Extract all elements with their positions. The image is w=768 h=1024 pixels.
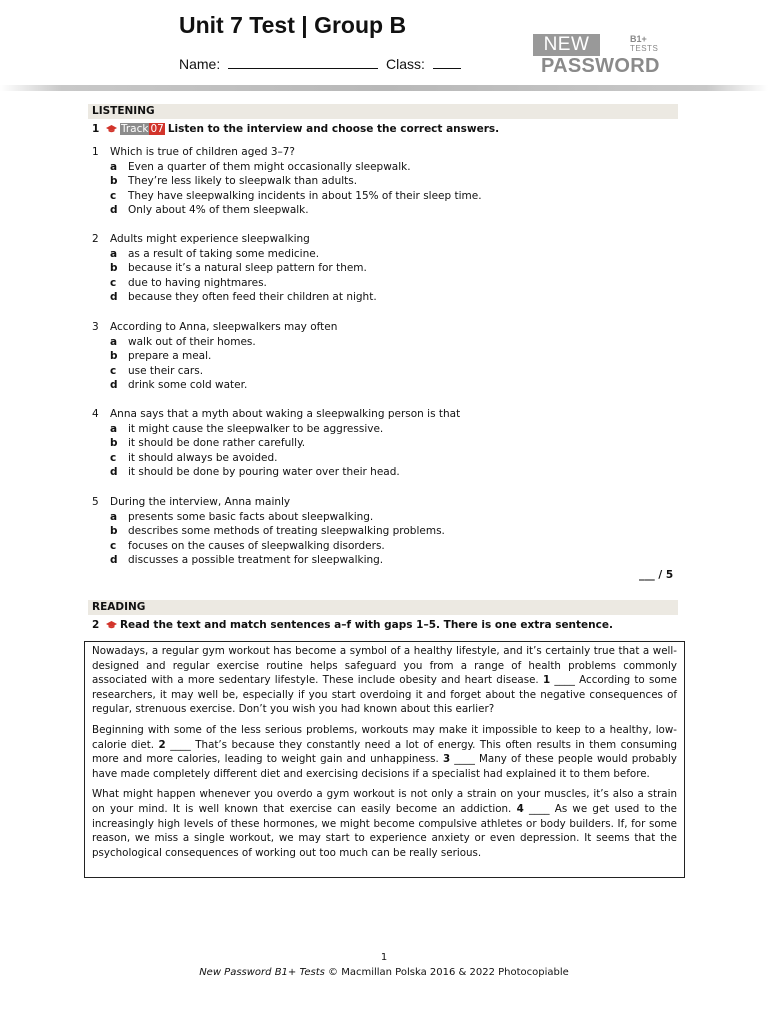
option-text: discusses a possible treatment for sleepwalking.	[128, 554, 384, 567]
option-text: focuses on the causes of sleepwalking disorders.	[128, 539, 385, 552]
hat-icon	[106, 621, 117, 629]
question-stem: According to Anna, sleepwalkers may often	[110, 321, 338, 333]
answer-option[interactable]	[110, 160, 411, 175]
option-text: as a result of taking some medicine.	[128, 247, 320, 260]
option-letter: b	[110, 525, 118, 538]
question-number: 3	[92, 321, 99, 333]
listening-instruction	[92, 123, 499, 135]
audio-hat-icon	[106, 125, 117, 133]
option-letter: b	[110, 262, 118, 275]
answer-option[interactable]	[110, 276, 267, 291]
option-letter: c	[110, 451, 117, 464]
option-text: because it’s a natural sleep pattern for them.	[128, 262, 367, 275]
gap-blank[interactable]: ____	[528, 802, 550, 815]
question-stem: Which is true of children aged 3–7?	[110, 146, 296, 158]
option-text: walk out of their homes.	[128, 335, 256, 348]
option-text: use their cars.	[128, 364, 204, 377]
option-letter: b	[110, 350, 118, 363]
answer-option[interactable]	[110, 335, 256, 350]
listening-section-header: LISTENING	[88, 104, 678, 119]
answer-option[interactable]	[110, 510, 373, 525]
track-number: 07	[150, 123, 164, 135]
option-letter: c	[110, 276, 117, 289]
reading-section-header: READING	[88, 600, 678, 615]
paragraph-text: What might happen whenever you overdo a gym workout is not only a strain on your muscles, it’s also a strain on your mind. It is well known that exercise can easily become an addiction.	[92, 788, 677, 815]
name-blank	[228, 57, 378, 69]
answer-option[interactable]	[110, 451, 277, 466]
option-text: it might cause the sleepwalker to be aggressive.	[128, 422, 384, 435]
reading-paragraph	[92, 644, 677, 717]
option-letter: a	[110, 510, 118, 523]
option-text: Only about 4% of them sleepwalk.	[128, 204, 309, 217]
paragraph-text: Many of these people would probably have made completely different diet and exercising decisions if a specialist had explained it to them before.	[92, 753, 677, 780]
answer-option[interactable]	[110, 524, 445, 539]
gap-number: 1	[542, 674, 551, 687]
answer-option[interactable]	[110, 203, 309, 218]
answer-option[interactable]	[110, 364, 203, 379]
option-letter: a	[110, 422, 118, 435]
option-letter: d	[110, 291, 118, 304]
option-letter: a	[110, 160, 118, 173]
page-title: Unit 7 Test | Group B	[179, 12, 407, 38]
option-letter: c	[110, 189, 117, 202]
question-number: 5	[92, 496, 99, 508]
logo-password: PASSWORD	[541, 55, 660, 77]
paragraph-text: Beginning with some of the less serious problems, workouts may make it impossible to keep to a healthy, low-calorie diet.	[92, 723, 677, 751]
question-stem: Adults might experience sleepwalking	[110, 233, 310, 245]
option-letter: d	[110, 554, 118, 567]
option-text: due to having nightmares.	[128, 276, 267, 289]
gap-number: 3	[442, 753, 451, 766]
gap-number: 2	[158, 738, 166, 751]
logo-new: NEW	[533, 34, 600, 56]
answer-option[interactable]	[110, 422, 383, 437]
option-letter: d	[110, 379, 118, 392]
class-label: Class:	[386, 56, 425, 72]
option-text: They’re less likely to sleepwalk than adults.	[128, 175, 358, 188]
listening-score: ___ / 5	[639, 569, 674, 581]
answer-option[interactable]	[110, 539, 385, 554]
option-text: presents some basic facts about sleepwalking.	[128, 510, 374, 523]
option-text: it should be done by pouring water over their head.	[128, 466, 400, 479]
option-text: it should always be avoided.	[128, 451, 278, 464]
option-letter: c	[110, 364, 117, 377]
class-blank	[433, 57, 461, 69]
option-letter: c	[110, 539, 117, 552]
paragraph-text: As we get used to the increasingly high levels of these hormones, we might become compulsive athletes or body builders. If, for some reason, we miss a single workout, we may start to experience anxiety or even depression. It seems that the psychological consequences of working out too much can be really serious.	[92, 802, 677, 859]
answer-option[interactable]	[110, 174, 357, 189]
listening-instruction-text: Listen to the interview and choose the correct answers.	[167, 123, 500, 135]
exercise-number: 1	[92, 123, 100, 135]
question-stem: Anna says that a myth about waking a sleepwalking person is that	[110, 408, 461, 420]
paragraph-text: Nowadays, a regular gym workout has become a symbol of a healthy lifestyle, and it’s certainly true that a well-designed and regular exercise routine helps safeguard you from a range of health problems commonly associated with a more sedentary lifestyle. These include obesity and heart disease.	[92, 645, 677, 687]
option-letter: d	[110, 466, 118, 479]
header-divider	[0, 85, 768, 91]
gap-blank[interactable]: ____	[170, 738, 191, 751]
answer-option[interactable]	[110, 247, 319, 262]
gap-number: 4	[516, 802, 524, 815]
option-text: prepare a meal.	[128, 350, 212, 363]
reading-text-box	[84, 641, 685, 878]
option-letter: b	[110, 175, 118, 188]
paragraph-text: According to some researchers, it may well be, especially if you start overdoing it and forget about the negative consequences of regular, strenuous exercise. Don’t you wish you had known about this earlier?	[92, 674, 677, 716]
answer-option[interactable]	[110, 189, 482, 204]
reading-instruction	[92, 619, 613, 631]
answer-option[interactable]	[110, 261, 367, 276]
exercise-number: 2	[92, 619, 100, 631]
page-number: 1	[380, 952, 388, 963]
new-password-logo	[533, 34, 673, 79]
logo-tests: TESTS	[630, 44, 659, 53]
answer-option[interactable]	[110, 465, 400, 480]
answer-option[interactable]	[110, 290, 377, 305]
reading-paragraph	[92, 787, 677, 860]
name-label: Name:	[179, 56, 221, 72]
question-stem: During the interview, Anna mainly	[110, 496, 291, 508]
option-text: Even a quarter of them might occasionally sleepwalk.	[128, 160, 411, 173]
gap-blank[interactable]: ____	[554, 674, 575, 687]
answer-option[interactable]	[110, 349, 211, 364]
question-number: 2	[92, 233, 99, 245]
reading-paragraph	[92, 723, 677, 781]
paragraph-text: That’s because they constantly need a lot of energy. This often results in them consuming more and more calories, leading to weight gain and unhappiness.	[92, 738, 677, 766]
reading-instruction-text: Read the text and match sentences a–f with gaps 1–5. There is one extra sentence.	[119, 619, 613, 631]
question-number: 4	[92, 408, 99, 420]
answer-option[interactable]	[110, 553, 383, 568]
option-text: drink some cold water.	[128, 379, 248, 392]
answer-option[interactable]	[110, 436, 305, 451]
page-footer	[0, 967, 768, 978]
question-number: 1	[92, 146, 99, 158]
option-text: it should be done rather carefully.	[128, 437, 306, 450]
option-text: because they often feed their children at night.	[128, 291, 377, 304]
option-letter: d	[110, 204, 118, 217]
logo-level: B1+	[630, 34, 647, 44]
answer-option[interactable]	[110, 378, 247, 393]
footer-book-title: New Password B1+ Tests	[199, 967, 325, 978]
option-letter: b	[110, 437, 118, 450]
option-letter: a	[110, 247, 118, 260]
track-label: Track	[120, 123, 149, 135]
footer-copyright: © Macmillan Polska 2016 & 2022 Photocopiable	[328, 967, 569, 978]
option-letter: a	[110, 335, 118, 348]
gap-blank[interactable]: ____	[454, 753, 475, 766]
option-text: They have sleepwalking incidents in about 15% of their sleep time.	[128, 189, 482, 202]
name-class-line	[179, 56, 461, 72]
option-text: describes some methods of treating sleepwalking problems.	[128, 525, 445, 538]
